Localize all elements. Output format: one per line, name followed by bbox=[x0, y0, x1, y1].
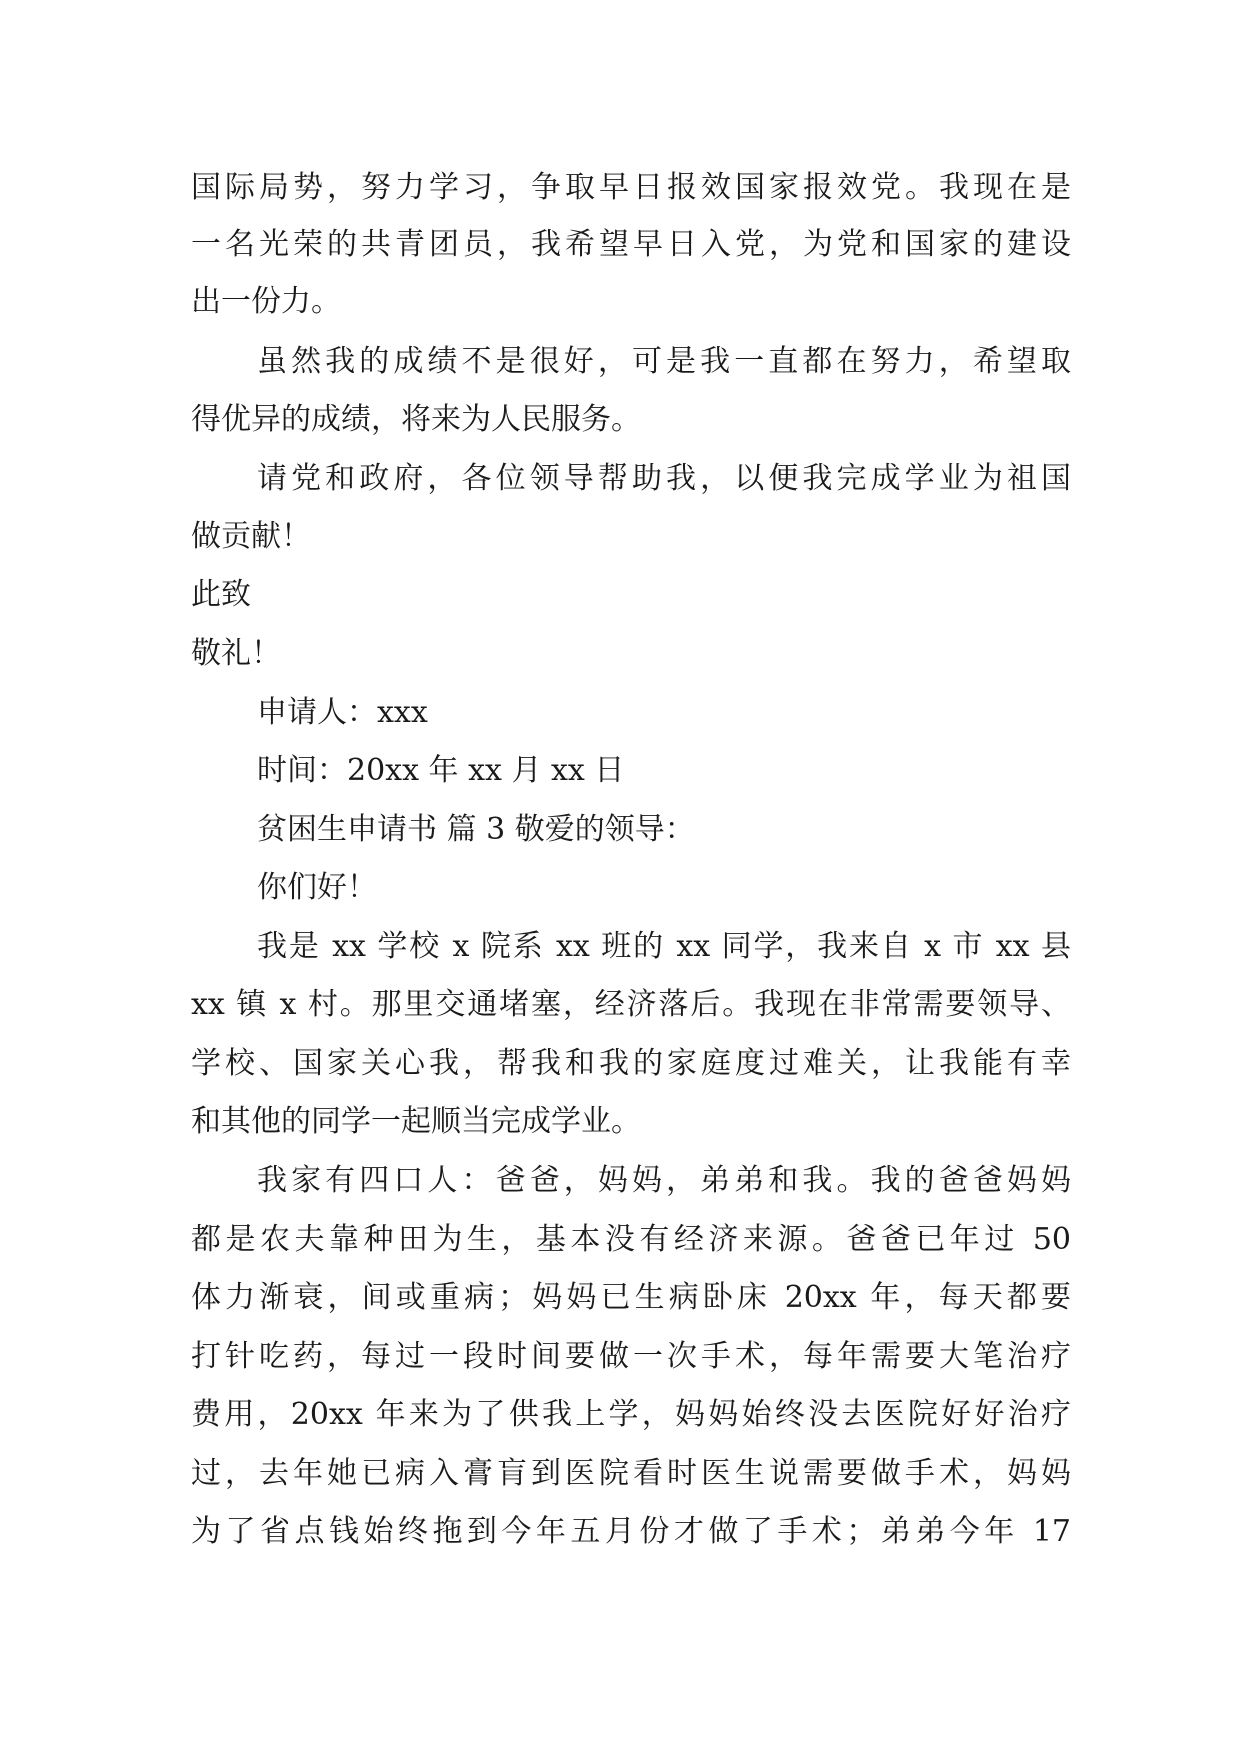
text-line: 我家有四口人：爸爸，妈妈，弟弟和我。我的爸爸妈妈 bbox=[257, 1163, 1071, 1198]
text-line: 一名光荣的共青团员，我希望早日入党，为党和国家的建设 bbox=[191, 227, 1071, 262]
text-line: 得优异的成绩，将来为人民服务。 bbox=[191, 402, 641, 437]
greeting-line: 你们好！ bbox=[257, 870, 377, 905]
text-line: xx 镇 x 村。那里交通堵塞，经济落后。我现在非常需要领导、 bbox=[191, 987, 1071, 1022]
text-line: 出一份力。 bbox=[191, 284, 341, 319]
text-line: 为了省点钱始终拖到今年五月份才做了手术；弟弟今年 17 bbox=[191, 1514, 1071, 1549]
text-line: 体力渐衰，间或重病；妈妈已生病卧床 20xx 年，每天都要 bbox=[191, 1280, 1071, 1315]
text-line: 过，去年她已病入膏肓到医院看时医生说需要做手术，妈妈 bbox=[191, 1456, 1071, 1491]
text-line: 学校、国家关心我，帮我和我的家庭度过难关，让我能有幸 bbox=[191, 1046, 1071, 1081]
text-line: 都是农夫靠种田为生，基本没有经济来源。爸爸已年过 50 bbox=[191, 1222, 1071, 1257]
text-line: 虽然我的成绩不是很好，可是我一直都在努力，希望取 bbox=[257, 344, 1071, 379]
salutation-line: 敬礼！ bbox=[191, 636, 281, 671]
text-line: 打针吃药，每过一段时间要做一次手术，每年需要大笔治疗 bbox=[191, 1339, 1071, 1374]
text-line: 国际局势，努力学习，争取早日报效国家报效党。我现在是 bbox=[191, 170, 1071, 205]
salutation-line: 此致 bbox=[191, 577, 251, 612]
section-heading-line: 贫困生申请书 篇 3 敬爱的领导： bbox=[257, 812, 695, 847]
text-line: 我是 xx 学校 x 院系 xx 班的 xx 同学，我来自 x 市 xx 县 bbox=[257, 929, 1071, 964]
text-line: 费用，20xx 年来为了供我上学，妈妈始终没去医院好好治疗 bbox=[191, 1397, 1071, 1432]
applicant-line: 申请人：xxx bbox=[257, 695, 428, 730]
text-line: 做贡献！ bbox=[191, 519, 311, 554]
text-line: 请党和政府，各位领导帮助我，以便我完成学业为祖国 bbox=[257, 461, 1071, 496]
text-line: 和其他的同学一起顺当完成学业。 bbox=[191, 1104, 641, 1139]
date-line: 时间：20xx 年 xx 月 xx 日 bbox=[257, 753, 625, 788]
